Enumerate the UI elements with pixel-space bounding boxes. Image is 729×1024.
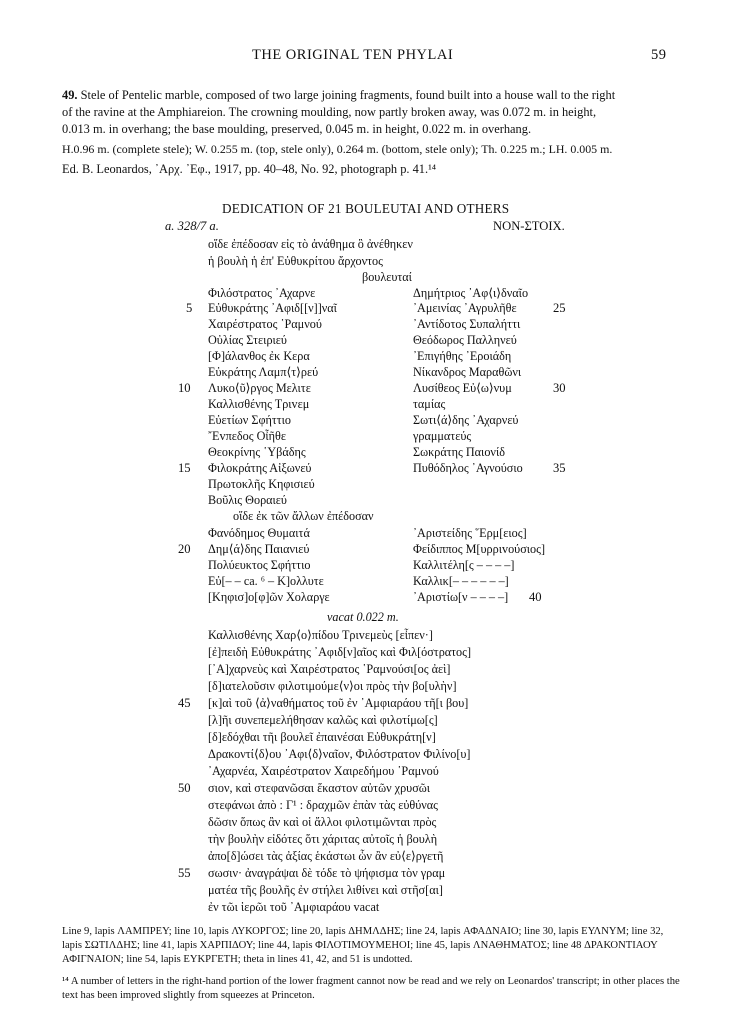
- bouleutes-name: Οὐλίας Στειριεύ: [208, 333, 287, 347]
- donor-name: ᾿Αριστείδης ῞Ερμ[ειος]: [413, 526, 527, 540]
- donor-name: ᾿Αριστίω[ν – – – –]: [413, 590, 509, 604]
- decree-line: [᾿Α]χαρνεὺς καὶ Χαιρέστρατος ῾Ραμνούσι[ος ἀεὶ]: [208, 662, 451, 676]
- inscription-title: DEDICATION OF 21 BOULEUTAI AND OTHERS: [222, 201, 510, 216]
- donor-name: Πολύευκτος Σφήττιο: [208, 558, 311, 572]
- decree-line: στεφάνωι ἀπὸ : Γ¹ : δραχμῶν ἐπὰν τὰς εὐθύνας: [208, 798, 439, 812]
- decree-line: τὴν βουλὴν εἰδότες ὅτι χάριτας αὐτοῖς ἡ βουλὴ: [208, 832, 438, 846]
- decree-line: [δ]εδόχθαι τῆι βουλεῖ ἐπαινέσαι Εὐθυκράτη[ν]: [208, 730, 436, 744]
- decree-line: ᾿Αχαρνέα, Χαιρέστρατον Χαιρεδήμου ῾Ραμνού: [208, 764, 439, 778]
- decree-line: Καλλισθένης Χαρ⟨ο⟩πίδου Τριvεμεὺς [εἶπεν·]: [208, 628, 433, 642]
- inscription-subheading: οἵδε ἐκ τῶν ἄλλων ἐπέδοσαν: [233, 509, 374, 523]
- entry-description-line-2: of the ravine at the Amphiareion. The crowning moulding, now partly broken away, was 0.072 m. in height,: [62, 105, 597, 119]
- line-number: 5: [186, 301, 193, 315]
- line-number: 35: [553, 461, 566, 475]
- decree-line: [ἐ]πειδὴ Εὐθυκράτης ᾿Αφιδ[ν]αῖος καὶ Φιλ[όστρατος]: [208, 645, 472, 659]
- entry-edition: Ed. B. Leonardos, ᾿Αρχ. ᾿Εφ., 1917, pp. 40–48, No. 92, photograph p. 41.¹⁴: [62, 162, 437, 176]
- bouleutes-name: Πυθόδηλος ᾿Αγνούσιο: [413, 461, 523, 475]
- bouleutes-name: ᾿Αμεινίας ᾿Αγρυλῆθε: [413, 301, 517, 315]
- donor-name: Δημ⟨ά⟩δης Παιανιεύ: [208, 542, 310, 556]
- bouleutes-name: Καλλισθένης Τριvεμ: [208, 397, 310, 411]
- page-number: 59: [651, 47, 667, 63]
- entry-number: 49.: [62, 88, 78, 102]
- bouleutes-name: Φιλόστρατος ᾿Αχαρνε: [208, 286, 316, 300]
- donor-name: Καλλικ[– – – – – –]: [413, 574, 509, 588]
- inscription-intro-line: οἵδε ἐπέδοσαν εἰς τὸ ἀνάθημα ὃ ἀνέθηκεν: [208, 237, 413, 251]
- apparatus-criticus: Line 9, lapis ΛΑΜΠΡΕΥ; line 10, lapis ΛΥΚΟΡΓΟΣ; line 20, lapis ΔΗΜΛΔΗΣ; line 24, lapis ΑΦΑΔΝΑΙΟ; line 30, lapis ΕΥΛΝΥΜ; line 32, lapis ΣΩΤΙΛΔΗΣ; line 41, lapis ΧΑΡΠΙΔΟΥ; line 44, lapis ΦΙΛΟΤΙΜΟΥΜΕΗΟΙ; line 45, lapis ΛΝΑΘΗΜΑΤΟΣ; line 48 ΔΡΑΚΟΝΤΙΑΟΥ ΑΦΙΓΝΑΙΟΝ; line 54, lapis ΕΥΚΡΓΕΤΗ; theta in lines 41, 42, and 51 is undotted.: [62, 926, 664, 965]
- donor-name: [Κηφισ]ο[φ]ῶν Χολαργε: [208, 590, 330, 604]
- bouleutes-name: Λυκο⟨ῦ⟩ργος Μελιτε: [208, 381, 311, 395]
- inscription-date: a. 328/7 a.: [165, 219, 219, 233]
- bouleutes-name: Εὐθυκράτης ᾿Αφιδ[[ν]]ναῖ: [208, 301, 337, 315]
- bouleutes-name: Εὐετίων Σφήττιο: [208, 413, 292, 427]
- inscription-intro-line: ἡ βουλὴ ἡ ἐπ' Εὐθυκρίτου ἄρχοντος: [208, 254, 383, 268]
- line-number: 40: [529, 590, 542, 604]
- bouleutes-name: Εὐκράτης Λαμπ⟨τ⟩ρεύ: [208, 365, 319, 379]
- inscription-heading: βουλευταί: [362, 270, 412, 284]
- vacat-note: vacat 0.022 m.: [327, 610, 399, 624]
- line-number: 10: [178, 381, 191, 395]
- bouleutes-name: ῎Εvπεδος Οἶῆθε: [208, 429, 286, 443]
- line-number: 50: [178, 781, 191, 795]
- decree-line: ἀπο[δ]ώσει τὰς ἀξίας ἑκάστωι ὧν ἂν εὐ⟨ε⟩ργετῆ: [208, 849, 444, 863]
- bouleutes-name: Βοῦλις Θοραιεύ: [208, 493, 287, 507]
- entry-dimensions: H.0.96 m. (complete stele); W. 0.255 m. (top, stele only), 0.264 m. (bottom, stele only); Th. 0.225 m.; LH. 0.005 m.: [62, 142, 613, 156]
- decree-line: ματέα τῆς βουλῆς ἐν στήλει λιθίνει καὶ στῆσ[αι]: [208, 883, 443, 897]
- donor-name: Φανόδημος Θυμαιτά: [208, 526, 310, 540]
- donor-name: Φείδιππος Μ[υρριvούσιος]: [413, 542, 546, 556]
- line-number: 45: [178, 696, 191, 710]
- decree-line: σιον, καὶ στεφανῶσαι ἕκαστον αὐτῶν χρυσῶι: [208, 781, 431, 795]
- line-number: 20: [178, 542, 191, 556]
- bouleutes-name: Νίκανδρος Μαραθῶνι: [413, 365, 522, 379]
- footnote: ¹⁴ A number of letters in the right-hand portion of the lower fragment cannot now be read and we rely on Leonardos' transcript; in other places the text has been improved slightly from squeezes at Princeton.: [62, 976, 680, 1001]
- bouleutes-name: Σωκράτης Παιονίδ: [413, 445, 505, 459]
- bouleutes-name: Πρωτοκλῆς Κηφισιεύ: [208, 477, 315, 491]
- bouleutes-name: Χαιρέστρατος ῾Ραμνού: [208, 317, 322, 331]
- entry-description-line-1: 49. Stele of Pentelic marble, composed of two large joining fragments, found built into a house wall to the right: [62, 88, 616, 102]
- bouleutes-name: Δημήτριος ᾿Αφ⟨ι⟩δναῖο: [413, 286, 529, 300]
- bouleutes-name: Θεοκρίνης ῾Υβάδης: [208, 445, 306, 459]
- line-number: 30: [553, 381, 566, 395]
- bouleutes-name: Θεόδωρος Παλληνεύ: [413, 333, 517, 347]
- decree-line: [κ]αὶ τοῦ ⟨ἀ⟩ναθήματος τοῦ ἐν ᾿Αμφιαράου τῆ[ι βου]: [208, 696, 469, 710]
- bouleutes-name: ᾿Αντίδοτος Συπαλήττι: [413, 317, 521, 331]
- line-number: 15: [178, 461, 191, 475]
- decree-line: [δ]ιατελοῦσιν φιλοτιμούμε⟨ν⟩οι πρὸς τὴν βο[υλὴν]: [208, 679, 457, 693]
- bouleutes-name: Φιλοκράτης Αἰξωνεύ: [208, 461, 312, 475]
- inscription-style: NON-ΣΤΟΙΧ.: [493, 219, 565, 233]
- running-head: THE ORIGINAL TEN PHYLAI: [252, 47, 454, 63]
- decree-line: [λ]ῆι συνεπεμελήθησαν καλῶς καὶ φιλοτίμω[ς]: [208, 713, 438, 727]
- office-title: ταμίας: [413, 397, 446, 411]
- line-number: 25: [553, 301, 566, 315]
- donor-name: Εὐ[– – ca. ⁶ – Κ]ολλυτε: [208, 574, 324, 588]
- bouleutes-name: Σωτι⟨ά⟩δης ᾿Αχαρνεύ: [413, 413, 519, 427]
- decree-line: δῶσιν ὅπως ἂν καὶ οἱ ἄλλοι φιλοτιμῶνται πρὸς: [208, 815, 437, 829]
- decree-line: σωσιν· ἀναγράψαι δὲ τόδε τὸ ψήφισμα τὸν γραμ: [208, 866, 446, 880]
- bouleutes-name: ᾿Επιγήθης ᾿Εροιάδη: [413, 349, 512, 363]
- bouleutes-name: [Φ]άλανθος ἐκ Κερα: [208, 349, 310, 363]
- line-number: 55: [178, 866, 191, 880]
- donor-name: Καλλιτέλη[ς – – – –]: [413, 558, 515, 572]
- bouleutes-name: Λυσίθεος Εὐ⟨ω⟩νυμ: [413, 381, 512, 395]
- entry-description-line-3: 0.013 m. in overhang; the base moulding, preserved, 0.045 m. in height, 0.022 m. in overhang.: [62, 122, 532, 136]
- decree-line: ἐν τῶι ἱερῶι τοῦ ᾿Αμφιαράου vacat: [208, 900, 380, 914]
- office-title: γραμματεύς: [413, 429, 472, 443]
- decree-line: Δρακοντί⟨δ⟩ου ᾿Αφι⟨δ⟩ναῖον, Φιλόστρατον Φιλίνο[υ]: [208, 747, 471, 761]
